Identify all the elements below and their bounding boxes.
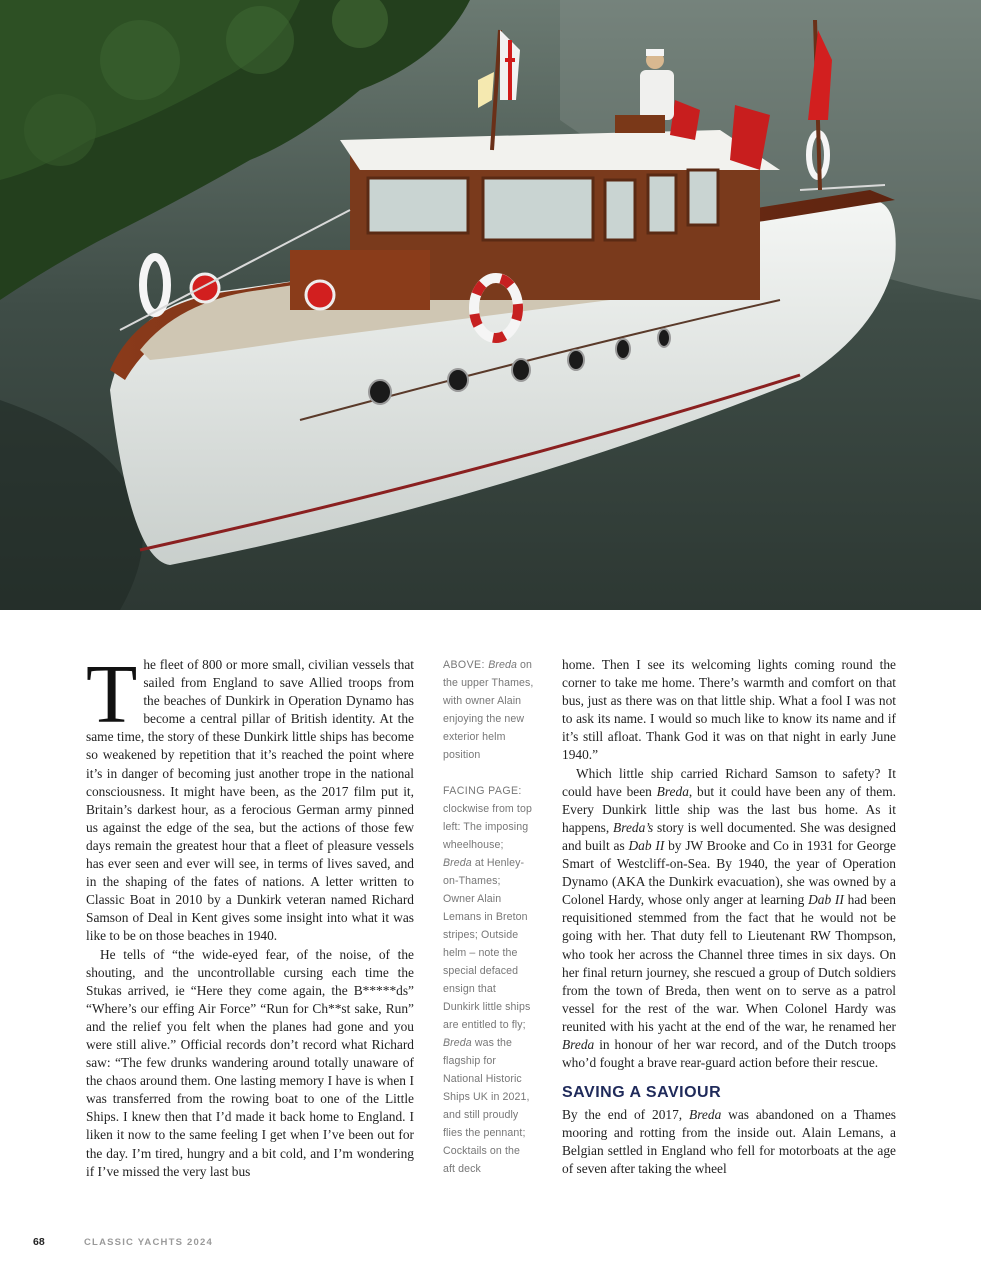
photo-captions xyxy=(443,656,535,1196)
caption-above: ABOVE: Breda on the upper Thames, with owner Alain enjoying the new exterior helm position xyxy=(443,659,534,761)
article-column-2 xyxy=(562,656,896,1179)
article-paragraph: By the end of 2017, Breda was abandoned on a Thames mooring and rotting from the inside out. Alain Lemans, a Belgian settled in England who fell for motorboats at the age of seven after taking the wheel xyxy=(562,1107,896,1177)
article-paragraph: Which little ship carried Richard Samson to safety? It could have been Breda, but it could have been any of them. Every Dunkirk little ship was the last bus home. As it happens, Breda’s story is well documented. She was designed and built as Dab II by JW Brooke and Co in 1931 for George Smart of Westcliff-on-Sea. By 1940, the year of Operation Dynamo (AKA the Dunkirk evacuation), she was owned by a Colonel Hardy, whose only anger at learning Dab II had been requisitioned stemmed from the fact that he would not be going with her. That duty fell to Lieutenant RW Thompson, who took her across the Channel three times in six days. On her final return journey, she rescued a group of Dutch soldiers from the town of Breda, then went on to serve as a patrol vessel for the rest of the war. When Colonel Hardy was reunited with his yacht at the end of the war, he renamed her Breda in honour of her war record, and of the Dutch troops who’d fought a brave rear-guard action before their rescue. xyxy=(562,765,897,1071)
page-footer xyxy=(33,1236,213,1248)
magazine-title: CLASSIC YACHTS 2024 xyxy=(84,1237,213,1248)
page-number: 68 xyxy=(33,1236,45,1248)
drop-cap: T xyxy=(86,648,138,741)
article-paragraph: home. Then I see its welcoming lights coming round the corner to take me home. There’s warmth and comfort on that bus, just as there was on that little ship. What a fool I was not to ask its name. I would so much like to know its name and if it’s still afloat. Thank God it was on that night in early June 1940.” xyxy=(562,657,896,763)
article-column-1 xyxy=(86,648,414,1181)
article-paragraph: He tells of “the wide-eyed fear, of the noise, of the shouting, and the uncontrollable cursing each time the Stukas arrived, ie “Here they come again, the B*****ds” “Where’s our effing Air Force” “Run for Ch**st sake, Run” and the relief you felt when the planes had gone and you were still alive.” Official records don’t record what Richard saw: “The few drunks wandering around totally unaware of the chaos around them. One lasting memory I have is when I was transferred from the rowing boat to one of the Little Ships. I knew then that I’d made it back home to England. I liken it now to the same feeling I get when I’ve been out for the day. I’m tired, hungry and a bit cold, and I’m wondering if I’ve missed the very last bus xyxy=(86,946,414,1179)
section-subhead: SAVING A SAVIOUR xyxy=(562,1084,722,1102)
caption-facing-page: FACING PAGE: clockwise from top left: The imposing wheelhouse; Breda at Henley-on-Thames; Owner Alain Lemans in Breton stripes; Outside helm – note the special defaced ensign that Dunkirk little ships are entitled to fly; Breda was the flagship for National Historic Ships UK in 2021, and still proudly flies the pennant; Cocktails on the aft deck xyxy=(443,785,532,1175)
article-paragraph: The fleet of 800 or more small, civilian vessels that sailed from England to save Allied troops from the beaches of Dunkirk in Operation Dynamo has become a central pillar of British identity. At the same time, the story of these Dunkirk little ships has become so weakened by repetition that it’s reached the point where it’s in danger of becoming just another trope in the national consciousness. It might have been, as the 2017 film put it, Britain’s darkest hour, as a ferocious German army pinned us against the edge of the sea, but the actions of those few days remain the greatest hour that a fleet of pleasure vessels has ever seen and ever will see, in terms of lives saved, and in the shaping of the fates of nations. A letter written to Classic Boat in 2010 by a Dunkirk veteran named Richard Samson of Deal in Kent gives some insight into what it was like to be on those beaches in 1940. xyxy=(86,648,414,944)
boat-photo xyxy=(0,0,981,610)
